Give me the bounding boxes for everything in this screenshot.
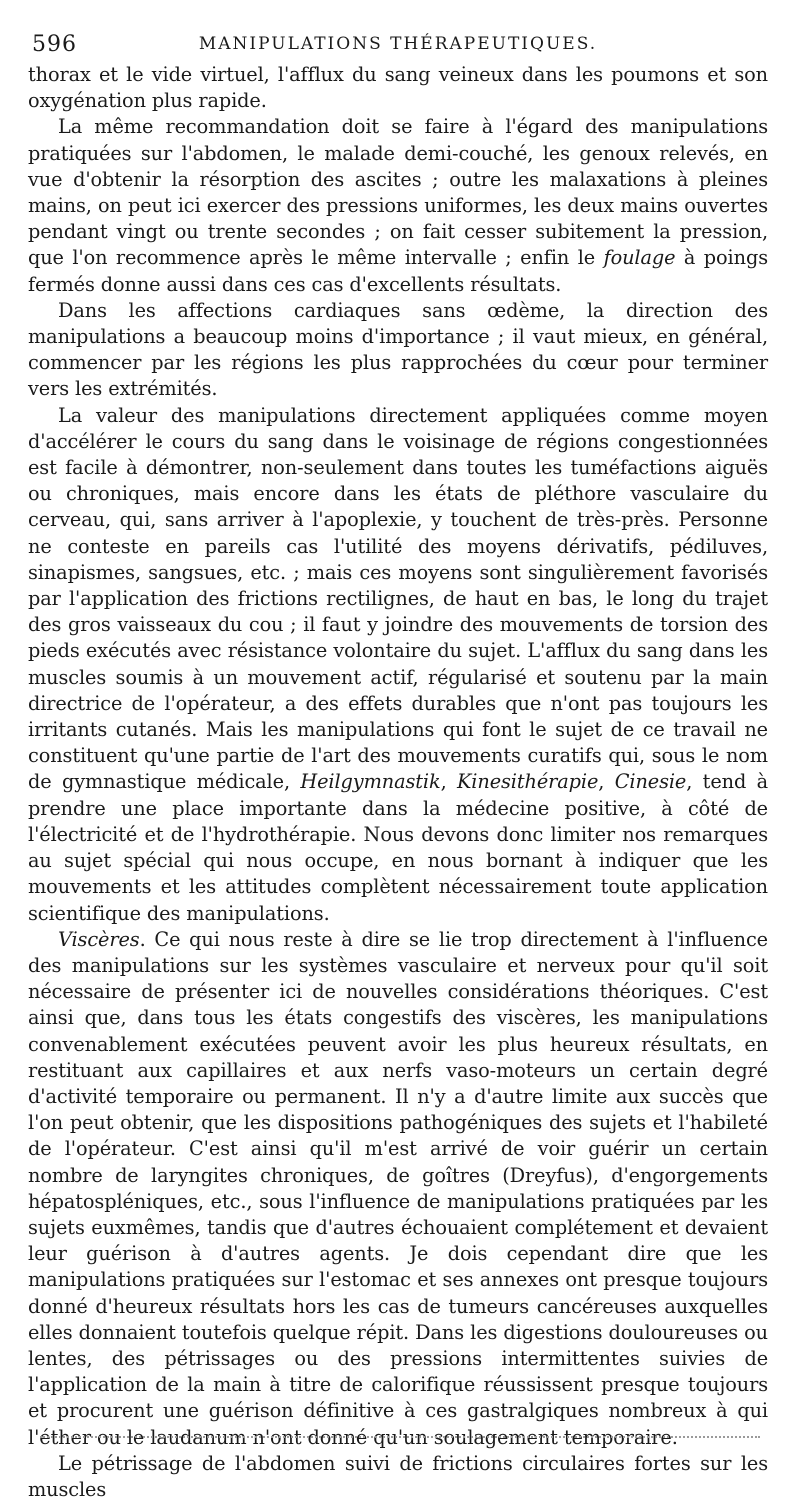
page-number: 596 — [32, 32, 77, 57]
italic-term: Heilgymnastik — [300, 770, 441, 794]
separator: , — [440, 770, 457, 794]
paragraph-text: , tend à prendre une place importante dans la médecine positive, à côté de l'électricité et de l'hydrothérapie. Nous devons donc limiter nos remarques au sujet spécial qui nous occupe, en nous bornant à indiquer que les mouvements et les attitudes complètent nécessairement toute application scientifique des manipulations. — [28, 770, 768, 925]
paragraph-text: à poings fermés donne aussi dans ces cas d'excellents résultats. — [28, 246, 768, 296]
paragraph-visceres — [28, 927, 768, 1451]
paragraph-cardiac — [28, 298, 768, 403]
page-header — [28, 30, 768, 62]
italic-term: Kinesithérapie — [457, 770, 599, 794]
paragraph-abdomen — [28, 114, 768, 297]
paragraph-continued — [28, 62, 768, 114]
separator: , — [598, 770, 615, 794]
running-title: MANIPULATIONS THÉRAPEUTIQUES. — [198, 34, 598, 54]
paragraph-text: Dans les affections cardiaques sans œdème, la direction des manipulations a beaucoup moins d'importance ; il vaut mieux, en général, commencer par les régions les plus rapprochées du cœur pour terminer vers les extrémités. — [28, 298, 768, 401]
paragraph-value — [28, 403, 768, 927]
footer-dotted-rule — [40, 1436, 760, 1438]
paragraph-text: thorax et le vide virtuel, l'afflux du sang veineux dans les poumons et son oxygénation plus rapide. — [28, 63, 768, 113]
paragraph-text: . Ce qui nous reste à dire se lie trop directement à l'influence des manipulations sur les systèmes vasculaire et nerveux pour qu'il soit nécessaire de présenter ici de nouvelles considérations théoriques. C'est ainsi que, dans tous les états congestifs des viscères, les manipulations convenablement exécutées peuvent avoir les plus heureux résultats, en restituant aux capillaires et aux nerfs vaso-moteurs un certain degré d'activité temporaire ou permanent. Il n'y a d'autre limite aux succès que l'on peut obtenir, que les dispositions pathogéniques des sujets et l'habileté de l'opérateur. C'est ainsi qu'il m'est arrivé de voir guérir un certain nombre de laryngites chroniques, de goîtres (Dreyfus), d'engorgements hépatospléniques, etc., sous l'influence de manipulations pratiquées par les sujets euxmêmes, tandis que d'autres échouaient complétement et devaient leur guérison à d'autres agents. Je dois cependant dire que les manipulations pratiquées sur l'estomac et ses annexes ont presque toujours donné d'heureux résultats hors les cas de tumeurs cancéreuses auxquelles elles donnaient toutefois quelque répit. Dans les digestions douloureuses ou lentes, des pétrissages ou des pressions intermittentes suivies de l'application de la main à titre de calorifique réussissent presque toujours et procurent une guérison définitive à ces gastralgiques nombreux à qui l'éther ou le laudanum n'ont donné qu'un soulagement temporaire. — [28, 927, 768, 1449]
paragraph-text: La même recommandation doit se faire à l'égard des manipulations pratiquées sur l'abdomen, le malade demi-couché, les genoux relevés, en vue d'obtenir la résorption des ascites ; outre les malaxations à pleines mains, on peut ici exercer des pressions uniformes, les deux mains ouvertes pendant vingt ou trente secondes ; on fait cesser subitement la pression, que l'on recommence après le même intervalle ; enfin le — [28, 115, 768, 270]
italic-term: foulage — [603, 246, 676, 270]
paragraph-text: La valeur des manipulations directement appliquées comme moyen d'accélérer le cours du sang dans le voisinage de régions congestionnées est facile à démontrer, non-seulement dans toutes les tuméfactions aiguës ou chroniques, mais encore dans les états de pléthore vasculaire du cerveau, qui, sans arriver à l'apoplexie, y touchent de très-près. Personne ne conteste en pareils cas l'utilité des moyens dérivatifs, pédiluves, sinapismes, sangsues, etc. ; mais ces moyens sont singulièrement favorisés par l'application des frictions rectilignes, de haut en bas, le long du trajet des gros vaisseaux du cou ; il faut y joindre des mouvements de torsion des pieds exécutés avec résistance volontaire du sujet. L'afflux du sang dans les muscles soumis à un mouvement actif, régularisé et soutenu par la main directrice de l'opérateur, a des effets durables que n'ont pas toujours les irritants cutanés. Mais les manipulations qui font le sujet de ce travail ne constituent qu'une partie de l'art des mouvements curatifs qui, sous le nom de gymnastique médicale, — [28, 403, 768, 794]
page — [28, 30, 768, 1503]
section-heading: Viscères — [58, 927, 140, 951]
paragraph-text: Le pétrissage de l'abdomen suivi de frictions circulaires fortes sur les muscles — [28, 1451, 768, 1501]
italic-term: Cinesie — [614, 770, 687, 794]
paragraph-last — [28, 1451, 768, 1503]
